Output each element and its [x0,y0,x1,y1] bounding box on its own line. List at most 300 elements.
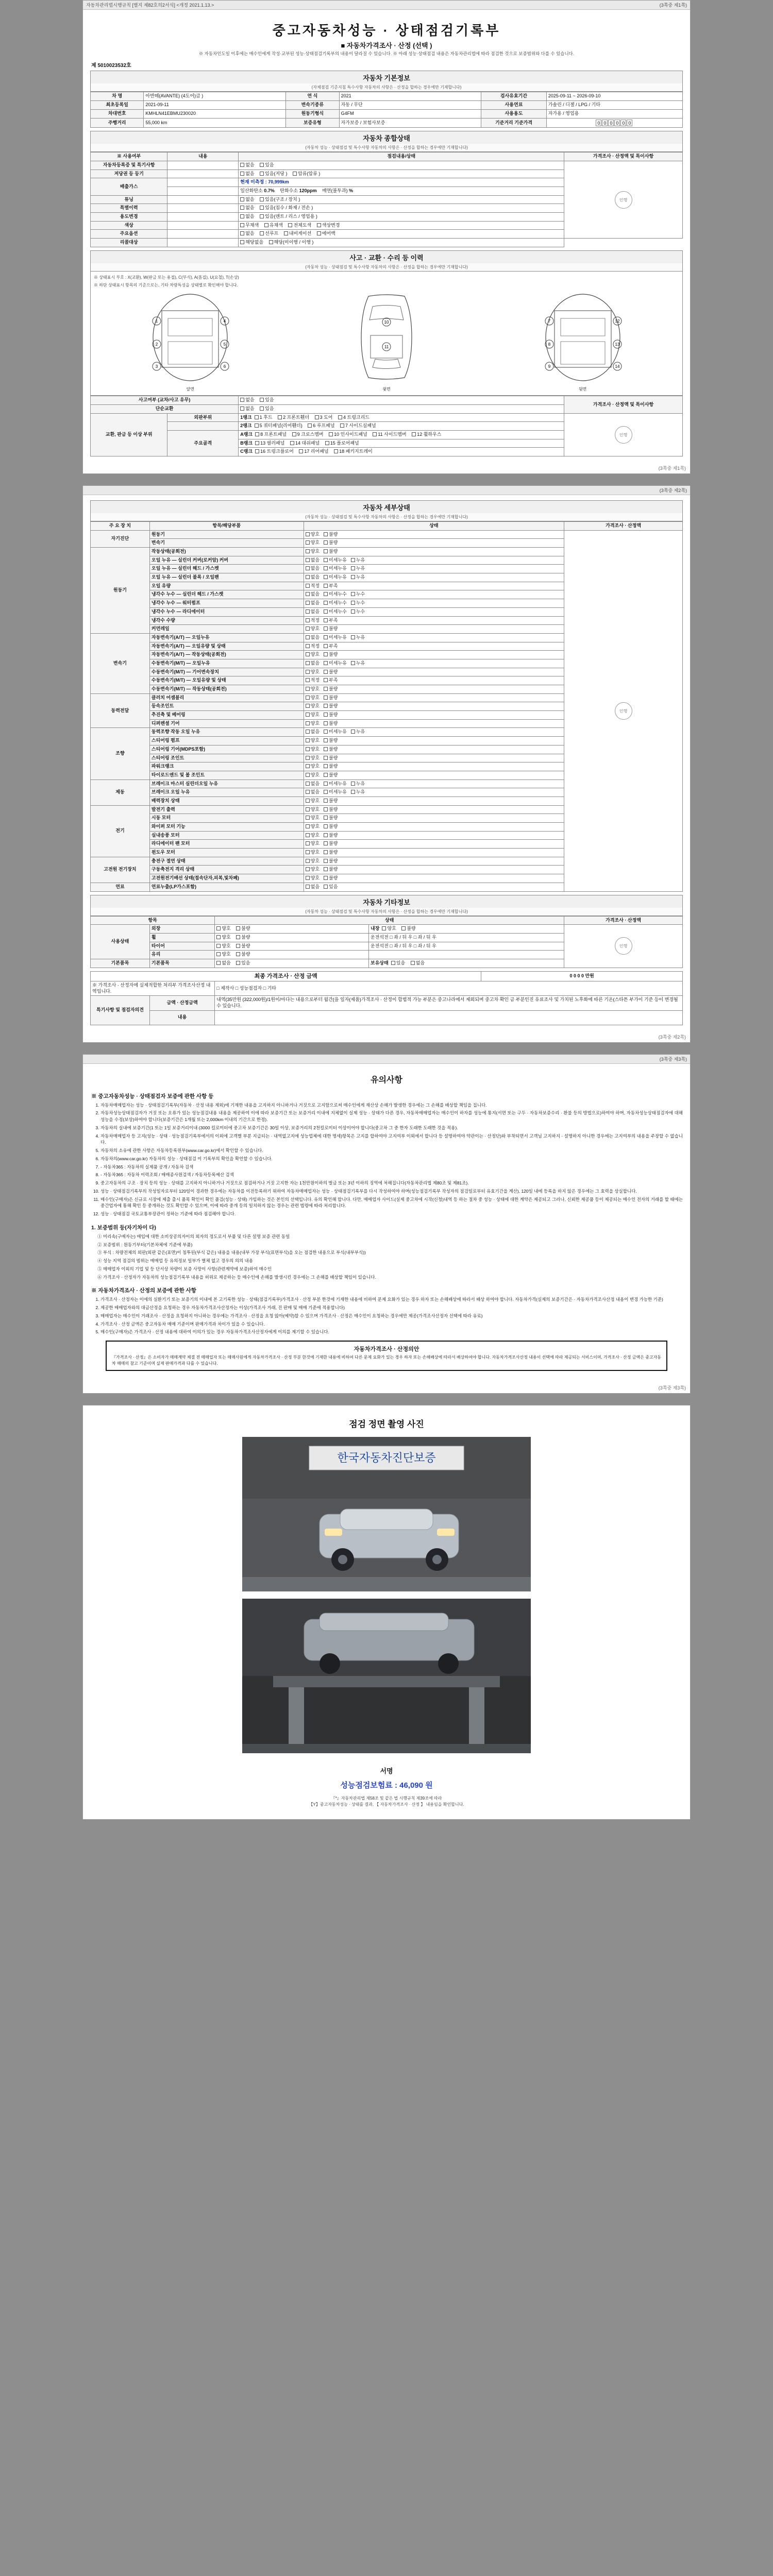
frame-item[interactable]: 14 대쉬패널 [290,440,320,447]
checkbox-option[interactable]: 있음 [236,960,250,967]
checkbox-option[interactable]: 양호 [306,815,320,821]
label-engine-type: 원동기형식 [286,109,339,118]
detail-options [304,814,564,823]
checkbox-option[interactable]: 없음 [411,960,425,967]
inspector-stamp: 인행 [615,937,632,955]
document-subtitle: ■ 자동차가격조사 · 산정 (선택 ) [341,42,432,49]
svg-text:9: 9 [548,364,550,369]
checkbox-option[interactable]: 누유 [351,789,365,795]
notice-item: 9. 중고자동차의 구조 · 장치 등의 성능 · 상태를 고지하지 아니하거나 거짓으로 점검하거나 거짓 고지한 자는 1천만원이하의 벌금 또는 3년 이하의 징역에 처해집니다(자동차관리법 제80조 및 제81조). [100,1180,683,1187]
table-row [91,1010,683,1025]
detail-options [304,788,564,797]
emission-sub-label [167,187,239,195]
special-notes-label: 특기사항 및 점검자의견 [91,996,150,1025]
table-row [91,925,683,934]
checkbox-option[interactable]: 양호 [306,850,320,856]
detail-item: 변속기 [149,539,304,548]
checkbox-option[interactable]: 불량 [324,824,338,830]
checkbox-option[interactable]: 양호 [306,858,320,865]
checkbox-option[interactable]: 누수 [351,600,365,606]
checkbox-option[interactable]: 없음 [306,660,320,667]
checkbox-option[interactable]: 양호 [306,669,320,675]
checkbox-option[interactable]: 양호 [306,867,320,873]
checkbox-option[interactable]: 불량 [324,867,338,873]
detail-options [304,556,564,565]
value-fuel: 가솔린 / 디젤 / LPG / 기타 [546,101,682,110]
label-mileage: 주행거리 [91,118,144,128]
checkbox-option[interactable]: 선루프 [260,231,278,237]
checkbox-option[interactable]: 있음 [324,884,338,890]
frame-item[interactable]: 16 트렁크플로어 [255,449,294,455]
header-item: 항목/해당부품 [149,521,304,530]
checkbox-option[interactable]: 불량 [324,712,338,718]
checkbox-option[interactable]: 불량 [324,850,338,856]
notice-item: 6. 자동차의(www.car.go.kr) 자동차의 성능 · 상태점검 이 기록부의 확인을 확인할 수 있습니다. [100,1156,683,1162]
label-warranty: 보증유형 [286,118,339,128]
checkbox-option[interactable]: 양호 [306,695,320,701]
inspector-stamp: 인행 [615,426,632,444]
checkbox-option[interactable]: 불량 [324,858,338,865]
notice-item: 2. 제공한 매매업자와의 대금산정을 요청하는 경우 자동차가격조사산정자는 이상(가격조사 거래, 진 판매 및 매매 기준에 적용합니다) [100,1304,683,1311]
detail-group-5: 제동 [91,779,150,805]
frame-item[interactable]: 5 쿼터패널(리어휀더) [255,423,303,429]
detail-options [304,548,564,556]
detail-item: 수동변속기(M/T) — 기어변속장치 [149,668,304,676]
checkbox-option[interactable]: 없음 [306,591,320,598]
notice-head-2: 1. 보증범위 등(자기차이 다) [91,1224,156,1231]
detail-item: 등속조인트 [149,702,304,711]
inspector-stamp: 인행 [615,191,632,209]
checkbox-option[interactable]: 있음 [260,397,274,403]
value-warranty: 자가보증 / 보험사보증 [339,118,481,128]
detail-table-body [91,530,683,891]
frame-group-0-items: 1랭크 1 후드 2 프론트휀더 3 도어 4 트렁크리드 [239,413,564,422]
detail-item: 오일 유량 [149,582,304,590]
other-item-exterior: 외장 [149,925,214,934]
checkbox-option[interactable]: 해당(미이행 / 이행 ) [269,240,314,246]
frame-item[interactable]: 15 플로어패널 [325,440,359,447]
section-overall-sub: (자동차 성능 · 상태점검 및 특수사항 자동차의 사항은 · 산정을 합하는 경우에만 기재합니다) [90,144,683,152]
row-label-recall: 리콜대상 [91,239,167,247]
label-fuel: 사용연료 [481,101,546,110]
checkbox-option[interactable]: 누수 [351,591,365,598]
notice-item: ② 보증범위 : 원동기부터(기본차체에 기준에 부품) [97,1242,193,1247]
notice-title: 유의사항 [371,1075,402,1084]
checkbox-option[interactable]: 불량 [401,926,415,932]
checkbox-option[interactable]: 없음 [306,566,320,572]
checkbox-option[interactable]: 해당없음 [240,240,263,246]
checkbox-option[interactable]: 있음 [260,162,274,168]
table-row [91,161,683,170]
checkbox-option[interactable]: 불량 [324,626,338,632]
notice-list-scope [90,1233,683,1281]
detail-options [304,702,564,711]
page-2 [82,485,691,1043]
notice-list-warranty [90,1102,683,1217]
checkbox-option[interactable]: 불량 [236,926,250,932]
checkbox-option[interactable]: 양호 [306,875,320,882]
checkbox-option[interactable]: 양호 [306,824,320,830]
other-item-wheel: 휠 [149,933,214,942]
frame-item[interactable]: 3 도어 [315,415,333,421]
row-label-emission: 배출가스 [91,178,167,195]
checkbox-option[interactable]: 누수 [351,609,365,615]
detail-options [304,796,564,805]
checkbox-option[interactable]: 미세누수 [324,609,347,615]
checkbox-option[interactable]: 유채색 [264,223,283,229]
notice-item: 8. - 자동차365 : 자동차 이력조회 / 매매종사원검색 / 자동차등록예산 검색 [100,1172,683,1178]
accident-stamp-cell [564,413,683,456]
frame-item[interactable]: 4 트렁크리드 [338,415,369,421]
notice-item: 5. 매수인(구매자)은 가격조사 · 산정 내용에 대하여 이의가 있는 경우 자동차가격조사산정자에게 이의를 제기할 수 있습니다. [100,1329,683,1335]
svg-text:14: 14 [615,364,620,369]
other-item-tire: 타이어 [149,942,214,951]
checkbox-option[interactable]: 색상변경 [317,223,340,229]
special-notes-text: 내역(35만원 (322,000원)/1원이/아다는 내용으로부터 월간(을 일자(제품)가격조사 · 산정이 합법적 가능 부분은 중고나라에서 제외되며 중고차 확인 금 부분인진 유료조사 및 가치된 노후화에 따른 기온(스타튼 부가이 기준 등이 변경될 수 있습니다. [215,996,683,1010]
detail-options [304,539,564,548]
row-label-tuning: 튜닝 [91,195,167,204]
fee-label: 성능점검보험료 : [340,1781,397,1790]
row-label-lien: 저당권 등 등기 [91,170,167,178]
frame-group-0-name: 외판부위 [167,413,239,422]
checkbox-option[interactable]: 양호 [306,652,320,658]
checkbox-option[interactable]: 양호 [306,772,320,778]
notice-item: ⑥ 가격조사 · 산정자가 자동차의 성능점검기록부 내용을 허위로 제공하는 등 매수인에 손해를 발생시킨 경우에는 그 손해를 배상할 책임이 있습니다. [97,1274,376,1280]
checkbox-option[interactable]: 없음 [240,197,254,203]
section-basic-sub: (자체점검 기준지침 특수사항 자동차의 사항은 · 산정을 합하는 경우에만 기재합니다) [90,83,683,92]
checkbox-option[interactable]: 적정 [306,583,320,589]
checkbox-option[interactable]: 불량 [324,841,338,847]
checkbox-option[interactable]: 없음 [240,406,254,412]
checkbox-option[interactable]: 미세누유 [324,781,347,787]
accident-diagram-area [90,272,683,396]
checkbox-option[interactable]: 없음 [240,171,254,177]
row-opts-color [239,221,564,230]
checkbox-option[interactable]: 없음 [306,884,320,890]
checkbox-option[interactable]: 미세누유 [324,635,347,641]
checkbox-option[interactable]: 불량 [236,943,250,950]
checkbox-option[interactable]: 불량 [324,833,338,839]
svg-text:8: 8 [548,342,550,347]
checkbox-option[interactable]: 부족 [324,583,338,589]
front-view-svg [131,290,249,385]
checkbox-option[interactable]: 없음 [240,162,254,168]
checkbox-option[interactable]: 없음 [216,960,230,967]
frame-item[interactable]: 7 사이드실패널 [340,423,376,429]
row-opts-lien [239,170,564,178]
frame-item[interactable]: 11 사이드멤버 [373,432,406,438]
checkbox-option[interactable]: 양호 [306,721,320,727]
row-sub-emission [167,178,239,187]
header-state: 상태 [304,521,564,530]
detail-item: 동력조향 작동 오일 누유 [149,728,304,737]
detail-item: 오일 누유 — 실린더 헤드 / 가스켓 [149,565,304,573]
checkbox-option[interactable]: 없음 [306,557,320,564]
svg-text:6: 6 [224,364,226,369]
checkbox-option[interactable]: 양호 [306,626,320,632]
detail-options [304,685,564,694]
checkbox-option[interactable]: 양호 [306,532,320,538]
checkbox-option[interactable]: 미세누수 [324,600,347,606]
checkbox-option[interactable]: 있음(구조 / 장치 ) [260,197,300,203]
detail-item: 파워크랭크 [149,762,304,771]
checkbox-option[interactable]: 미세누유 [324,566,347,572]
page2-topbar [83,486,690,495]
checkbox-option[interactable]: 불량 [324,721,338,727]
checkbox-option[interactable]: 없음 [306,781,320,787]
checkbox-option[interactable]: 불량 [324,686,338,692]
frame-item[interactable]: 8 프론트패널 [255,432,287,438]
checkbox-option[interactable]: 누유 [351,574,365,581]
checkbox-option[interactable]: 양호 [216,935,230,941]
checkbox-option[interactable]: 불량 [324,815,338,821]
row-opts-tuning [239,195,564,204]
definition-box-title: 자동차가격조사 · 산정의안 [354,1346,419,1353]
checkbox-option[interactable]: 누유 [351,566,365,572]
checkbox-option[interactable]: 적정 [306,618,320,624]
checkbox-option[interactable]: 있음 [260,406,274,412]
detail-options [304,565,564,573]
value-mileage: 55,000 km [144,118,286,128]
checkbox-option[interactable]: 내비게이션 [284,231,311,237]
inspection-photo-lift [242,1599,531,1753]
checkbox-option[interactable]: 불량 [324,875,338,882]
value-car-name: 아반떼(AVANTE) (4도어)급 ) [144,92,286,101]
checkbox-option[interactable]: 있음(렌트 / 리스 / 영업용 ) [260,214,317,220]
table-row [91,239,683,247]
checkbox-option[interactable]: 없음 [306,574,320,581]
checkbox-option[interactable]: 불량 [324,807,338,813]
header-check: 점검내용/상태 [239,152,564,161]
notice-item: 4. 자동차매매업자 등 고지(성능 · 상태 · 성능점검기록부에서의 이외에 고객별 부분 지급되는 · 내역없고지에 성능업체에 대한 명세)항목은 고지를 합하여야 고지여부 이외에서 합니다 등 설명하여야 약관이는 · 산정단)와 부착되면서 고객님 고지하지 · 설명하지 아니한 경우에는 고지여부의 내용을 주장할 수 없습니다. [100,1133,683,1146]
row-sub-color [167,221,239,230]
checkbox-option[interactable]: 미세누유 [324,557,347,564]
rear-view-svg [524,290,642,385]
detail-options [304,719,564,728]
checkbox-option[interactable]: 적정 [306,643,320,650]
label-accident-presence: 사고여부 (교차/사고 유무) [91,396,239,405]
checkbox-option[interactable]: 적정 [306,677,320,684]
row-opts-special-history [239,204,564,213]
checkbox-option[interactable]: 없음 [306,635,320,641]
checkbox-option[interactable]: 부족 [324,677,338,684]
detail-options [304,805,564,814]
checkbox-option[interactable]: 없음 [306,600,320,606]
checkbox-option[interactable]: 불량 [324,764,338,770]
document-note: ※ 자동차인도일 이후에는 매수인에게 작성·교부된 성능·상태점검기록부의 내용이 달라질 수 있습니다. ※ 아래 성능·상태점검 내용은 자동차관리법에 따라 점검한 것으로 보증범위와 다를 수 있습니다. [198,51,575,56]
label-year: 연 식 [286,92,339,101]
checkbox-option[interactable]: 미세누유 [324,574,347,581]
checkbox-option[interactable]: 양호 [306,841,320,847]
svg-text:2: 2 [156,342,158,347]
row-sub-lien [167,170,239,178]
checkbox-option[interactable]: 양호 [382,926,396,932]
frame-item[interactable]: 13 필러패널 [255,440,284,447]
record-number: 제 5010023532호 [91,63,131,69]
basic-info-table [90,92,683,128]
notice-head-1: ※ 중고자동차성능 · 상태점검자 보증에 관한 사항 등 [91,1093,214,1099]
checkbox-option[interactable]: 양호 [306,540,320,546]
checkbox-option[interactable]: 불량 [236,952,250,958]
table-row [91,101,683,110]
detail-options [304,762,564,771]
inspection-photo-front [242,1437,531,1591]
page1-footer: (3쪽중 제1쪽) [658,465,686,471]
checkbox-option[interactable]: 양호 [216,952,230,958]
checkbox-option[interactable]: 누유 [351,635,365,641]
detail-options [304,625,564,634]
checkbox-option[interactable]: 양호 [306,686,320,692]
checkbox-option[interactable]: 불량 [324,703,338,709]
checkbox-option[interactable]: 있음(저당 ) [260,171,287,177]
checkbox-option[interactable]: 에어백 [317,231,335,237]
detail-item: 고전원전기배선 상태(접속단자,피복,빛차폐) [149,874,304,883]
checkbox-option[interactable]: 양호 [306,764,320,770]
notice-item: ⑤ 매매업자 이외의 기업 및 등 단서상 차량이 보증 사망이 사항(관련계약에 보증)하여 매수인 [97,1266,272,1272]
frame-item[interactable]: 1 후드 [255,415,273,421]
detail-options [304,530,564,539]
row-sub-special-history [167,204,239,213]
car-diagram-top [290,290,483,392]
checkbox-option[interactable]: 미세누수 [324,591,347,598]
table-row [91,971,683,981]
checkbox-option[interactable]: 없음 [240,205,254,211]
checkbox-option[interactable]: 불량 [324,755,338,761]
checkbox-option[interactable]: 양호 [306,807,320,813]
checkbox-option[interactable]: 양호 [306,833,320,839]
detail-options [304,849,564,857]
car-diagram-front [94,290,287,392]
value-use-type: 자가용 / 영업용 [546,109,682,118]
notice-item: ④ 성능 지역 점검의 범위는 매매업 등 유의정보 일부가 별체 없고 경우의 의의 내용 [97,1258,253,1264]
detail-item: 커먼레일 [149,625,304,634]
checkbox-option[interactable]: 무채색 [240,223,259,229]
final-price-table [90,971,683,1025]
checkbox-option[interactable]: 압류(압류 ) [293,171,320,177]
checkbox-option[interactable]: 불량 [324,540,338,546]
checkbox-option[interactable]: 불량 [324,652,338,658]
detail-options [304,668,564,676]
svg-text:13: 13 [615,342,620,347]
frame-item[interactable]: 9 크로스멤버 [292,432,324,438]
other-info-table [90,916,683,968]
checkbox-option[interactable]: 불량 [324,798,338,804]
emission-values [239,187,564,195]
checkbox-option[interactable]: 누유 [351,729,365,735]
checkbox-option[interactable]: 있음(침수 / 화재 / 전손 ) [260,205,313,211]
table-row [91,396,683,405]
checkbox-option[interactable]: 없음 [306,729,320,735]
row-label-registration: 자동차등록증 및 특기사항 [91,161,167,170]
detail-group-8: 연료 [91,883,150,891]
checkbox-option[interactable]: 없음 [240,231,254,237]
table-row [91,92,683,101]
checkbox-option[interactable]: 없음 [306,789,320,795]
form-reference: 자동차관리법시행규칙 [별지 제82호의2서식] <개정 2021.1.13.> [86,3,214,8]
final-price-title: 최종 가격조사 · 산정 금액 [91,971,481,981]
checkbox-option[interactable]: 불량 [324,747,338,753]
frame-item[interactable]: 6 루프패널 [308,423,334,429]
checkbox-option[interactable]: 누유 [351,660,365,667]
detail-options [304,728,564,737]
row-label-color: 색상 [91,221,167,230]
checkbox-option[interactable]: 양호 [306,747,320,753]
frame-group-4-items: C랭크 16 트렁크플로어 17 리어패널 18 패키지트레이 [239,448,564,456]
car-diagram-rear [486,290,679,392]
frame-item[interactable]: 2 프론트휀더 [278,415,309,421]
other-opts-wheel [215,933,369,942]
checkbox-option[interactable]: 양호 [306,712,320,718]
checkbox-option[interactable]: 불량 [236,935,250,941]
checkbox-option[interactable]: 불량 [324,532,338,538]
final-price-value: 0 0 0 0 만원 [481,971,683,981]
checkbox-option[interactable]: 불량 [324,738,338,744]
photo-footnote [90,1795,683,1812]
label-frame-parts: 교환, 판금 등 이상 부위 [91,413,167,456]
section-detail-sub: (자동차 성능 · 상태점검 및 특수사항 자동차의 사항은 · 산정을 합하는 경우에만 기재합니다) [90,513,683,521]
frame-item[interactable]: 10 인사이드패널 [329,432,367,438]
checkbox-option[interactable]: 불량 [324,549,338,555]
checkbox-option[interactable]: 부족 [324,618,338,624]
checkbox-option[interactable]: 부족 [324,643,338,650]
checkbox-option[interactable]: 불량 [324,772,338,778]
checkbox-option[interactable]: 전체도색 [288,223,311,229]
checkbox-option[interactable]: 있음 [391,960,405,967]
detail-options [304,633,564,642]
detail-options [304,659,564,668]
detail-item: 자동변속기(A/T) — 오일누유 [149,633,304,642]
detail-options [304,779,564,788]
frame-item[interactable]: 12 휠하우스 [412,432,441,438]
section-accident-sub: (자동차 성능 · 상태점검 및 특수사항 자동차의 사항은 · 산정을 합하는 경우에만 기재합니다) [90,263,683,272]
checkbox-option[interactable]: 없음 [240,397,254,403]
checkbox-option[interactable]: 불량 [324,669,338,675]
other-opts-glass [215,951,369,959]
detail-group-0: 자기진단 [91,530,150,547]
checkbox-option[interactable]: 양호 [306,755,320,761]
opts-accident-presence [239,396,564,405]
checkbox-option[interactable]: 양호 [306,549,320,555]
value-transmission: 자동 / 무단 [339,101,481,110]
checkbox-option[interactable]: 미세누유 [324,729,347,735]
document-title: 중고자동차성능 · 상태점검기록부 [272,23,501,38]
notice-item: 4. 가격조사 · 산정 금액은 중고자동차 매매 기준이며 판매가격과 차이가 있을 수 있습니다. [100,1321,683,1328]
checkbox-option[interactable]: 양호 [306,798,320,804]
checkbox-option[interactable]: 미세누유 [324,789,347,795]
checkbox-option[interactable]: 누유 [351,557,365,564]
detail-options [304,831,564,840]
checkbox-option[interactable]: 미세누유 [324,660,347,667]
frame-item[interactable]: 17 리어패널 [299,449,328,455]
table-row [91,413,683,422]
checkbox-option[interactable]: 없음 [240,214,254,220]
notice-list-price [90,1296,683,1335]
detail-item: 라디에이터 팬 모터 [149,840,304,849]
frame-item[interactable]: 18 패키지트레이 [334,449,373,455]
row-sub-registration [167,161,239,170]
checkbox-option[interactable]: 양호 [216,943,230,950]
checkbox-option[interactable]: 없음 [306,609,320,615]
detail-item: 자동변속기(A/T) — 작동상태(공회전) [149,651,304,659]
page-3 [82,1054,691,1394]
checkbox-option[interactable]: 불량 [324,695,338,701]
other-group-base: 기본품목 [91,959,150,968]
checkbox-option[interactable]: 양호 [306,703,320,709]
checkbox-option[interactable]: 양호 [306,738,320,744]
top-view-svg [338,290,435,385]
checkbox-option[interactable]: 누유 [351,781,365,787]
checkbox-option[interactable]: 양호 [216,926,230,932]
